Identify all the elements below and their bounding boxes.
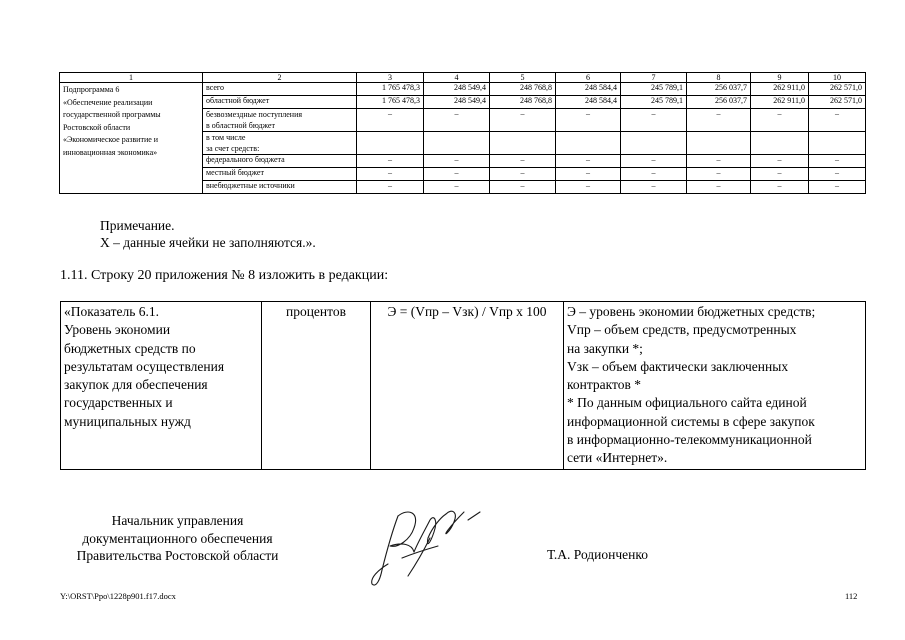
- definition-line: Vзк – объем фактически заключенных: [567, 358, 789, 374]
- table-cell: –: [809, 181, 866, 194]
- column-number-row: [60, 73, 866, 83]
- table-cell: [809, 132, 866, 155]
- program-line: Ростовской области: [63, 122, 131, 132]
- indicator-name-line: муниципальных нужд: [64, 413, 191, 429]
- table-cell: –: [357, 109, 424, 132]
- table-cell: –: [621, 109, 687, 132]
- table-cell: –: [687, 181, 751, 194]
- table-cell: –: [556, 168, 621, 181]
- row-label: областной бюджет: [203, 96, 357, 109]
- definition-line: Vпр – объем средств, предусмотренных: [567, 322, 797, 338]
- signatory-title-line: Правительства Ростовской области: [76, 548, 279, 563]
- table-cell: –: [621, 181, 687, 194]
- indicator-name-line: Уровень экономии: [64, 322, 171, 338]
- table-cell: 1 765 478,3: [357, 83, 424, 96]
- table-cell: –: [751, 109, 809, 132]
- table-cell: –: [809, 155, 866, 168]
- column-number: 1: [60, 73, 203, 83]
- definition-line: Э – уровень экономии бюджетных средств;: [567, 304, 816, 319]
- indicator-unit: процентов: [262, 302, 371, 470]
- table-cell: [490, 132, 556, 155]
- program-line: инновационная экономика»: [63, 147, 158, 157]
- indicator-name-cell: [61, 302, 262, 470]
- table-cell: –: [357, 155, 424, 168]
- table-cell: 248 549,4: [424, 83, 490, 96]
- table-cell: –: [357, 181, 424, 194]
- table-cell: 248 768,8: [490, 96, 556, 109]
- column-number: 2: [203, 73, 357, 83]
- signatory-title-line: Начальник управления: [111, 513, 244, 528]
- row-label: внебюджетные источники: [203, 181, 357, 194]
- column-number: 3: [357, 73, 424, 83]
- indicator-name-line: «Показатель 6.1.: [64, 304, 159, 319]
- indicator-name-line: закупок для обеспечения: [64, 377, 208, 393]
- row-label-line: в том числе: [206, 133, 246, 142]
- table-cell: 256 037,7: [687, 96, 751, 109]
- program-line: Подпрограмма 6: [63, 85, 120, 94]
- table-cell: –: [490, 168, 556, 181]
- budget-table: [59, 72, 866, 194]
- table-row-total: [60, 83, 866, 96]
- row-label: всего: [203, 83, 357, 96]
- column-number: 8: [687, 73, 751, 83]
- note-text: Х – данные ячейки не заполняются.».: [100, 235, 316, 250]
- column-number: 7: [621, 73, 687, 83]
- table-cell: –: [621, 168, 687, 181]
- indicator-name-line: государственных и: [64, 395, 173, 411]
- table-cell: 262 571,0: [809, 83, 866, 96]
- footer-file-path: Y:\ORST\Ppo\1228p901.f17.docx: [60, 591, 176, 601]
- column-number: 9: [751, 73, 809, 83]
- table-cell: –: [809, 168, 866, 181]
- definition-line: контрактов *: [567, 377, 642, 393]
- table-cell: [556, 132, 621, 155]
- page-number: 112: [845, 591, 858, 601]
- indicator-row: [61, 302, 866, 470]
- table-cell: –: [490, 181, 556, 194]
- table-cell: 248 584,4: [556, 83, 621, 96]
- table-cell: –: [621, 155, 687, 168]
- table-cell: –: [687, 168, 751, 181]
- table-cell: 248 549,4: [424, 96, 490, 109]
- table-cell: –: [424, 109, 490, 132]
- table-cell: 256 037,7: [687, 83, 751, 96]
- definition-line: информационной системы в сфере закупок: [567, 413, 815, 429]
- table-cell: [751, 132, 809, 155]
- column-number: 5: [490, 73, 556, 83]
- definition-line: * По данным официального сайта единой: [567, 395, 807, 411]
- indicator-name-line: результатам осуществления: [64, 358, 225, 374]
- table-cell: –: [556, 155, 621, 168]
- table-cell: –: [424, 168, 490, 181]
- table-cell: 262 911,0: [751, 83, 809, 96]
- table-cell: 248 584,4: [556, 96, 621, 109]
- table-cell: –: [751, 168, 809, 181]
- signatory-title-line: документационного обеспечения: [82, 530, 273, 546]
- indicator-table: [60, 301, 866, 470]
- table-cell: 245 789,1: [621, 83, 687, 96]
- column-number: 10: [809, 73, 866, 83]
- amendment-instruction: 1.11. Строку 20 приложения № 8 изложить в редакции:: [60, 268, 389, 283]
- indicator-definition-cell: [564, 302, 866, 470]
- table-cell: 262 911,0: [751, 96, 809, 109]
- table-cell: –: [687, 109, 751, 132]
- table-cell: –: [751, 155, 809, 168]
- table-cell: –: [424, 181, 490, 194]
- program-line: «Экономическое развитие и: [63, 135, 159, 144]
- indicator-name-line: бюджетных средств по: [64, 340, 196, 356]
- table-cell: –: [357, 168, 424, 181]
- program-line: «Обеспечение реализации: [63, 97, 153, 107]
- indicator-formula: Э = (Vпр – Vзк) / Vпр x 100: [371, 302, 564, 470]
- definition-line: сети «Интернет».: [567, 450, 668, 466]
- program-description: [60, 83, 203, 194]
- column-number: 6: [556, 73, 621, 83]
- note-title: Примечание.: [100, 218, 175, 233]
- table-cell: –: [751, 181, 809, 194]
- table-cell: [621, 132, 687, 155]
- signatory-title: [55, 512, 300, 565]
- signatory-name: Т.А. Родионченко: [547, 547, 648, 562]
- definition-line: в информационно-телекоммуникационной: [567, 432, 812, 448]
- row-label-line: безвозмездные поступления: [206, 110, 303, 119]
- table-cell: [424, 132, 490, 155]
- table-cell: –: [556, 109, 621, 132]
- row-label: [203, 132, 357, 155]
- definition-line: на закупки *;: [567, 340, 643, 356]
- row-label-line: за счет средств:: [206, 144, 260, 153]
- table-cell: [687, 132, 751, 155]
- table-cell: –: [490, 155, 556, 168]
- table-cell: 1 765 478,3: [357, 96, 424, 109]
- program-line: государственной программы: [63, 110, 161, 119]
- table-cell: –: [556, 181, 621, 194]
- table-cell: –: [490, 109, 556, 132]
- handwritten-signature: [368, 498, 488, 594]
- row-label: федерального бюджета: [203, 155, 357, 168]
- row-label-line: в областной бюджет: [206, 121, 275, 130]
- table-cell: –: [424, 155, 490, 168]
- table-cell: 248 768,8: [490, 83, 556, 96]
- table-cell: 262 571,0: [809, 96, 866, 109]
- table-cell: 245 789,1: [621, 96, 687, 109]
- row-label: [203, 109, 357, 132]
- table-cell: –: [809, 109, 866, 132]
- table-cell: [357, 132, 424, 155]
- table-cell: –: [687, 155, 751, 168]
- row-label: местный бюджет: [203, 168, 357, 181]
- column-number: 4: [424, 73, 490, 83]
